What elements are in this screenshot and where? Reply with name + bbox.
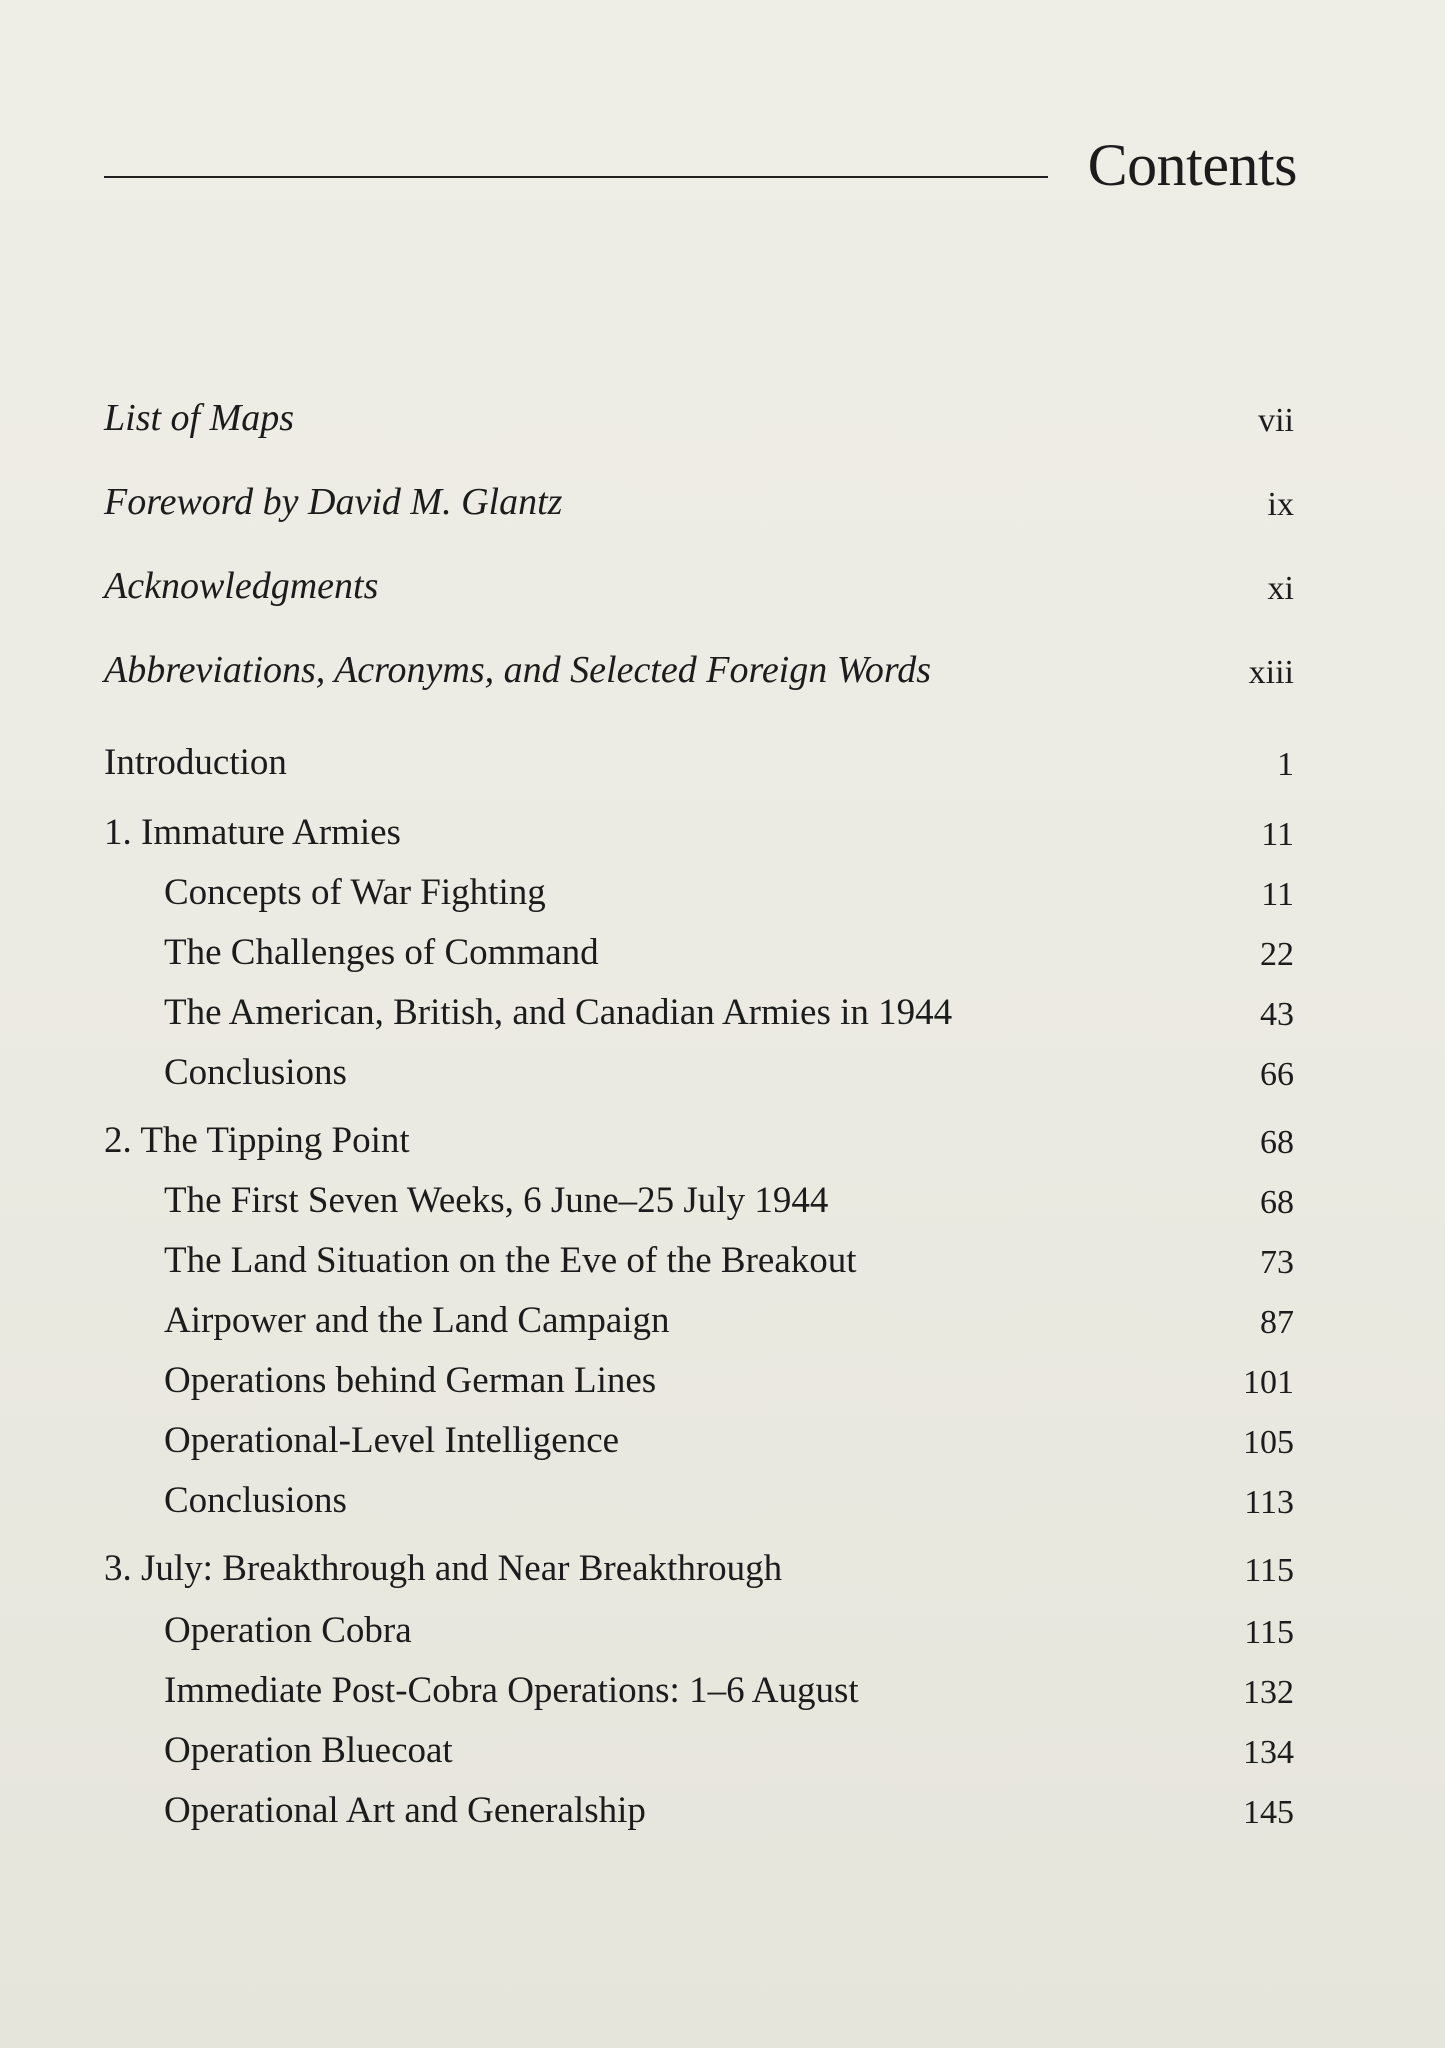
toc-chapter-1 [104, 806, 1294, 854]
toc-entry-page: xiii [1248, 654, 1294, 691]
toc-entry-list-of-maps [104, 392, 1294, 440]
toc-section [104, 1294, 1294, 1342]
toc-entry-page: 134 [1243, 1734, 1294, 1771]
toc-entry-label: Operations behind German Lines [164, 1360, 657, 1401]
toc-entry-label: The First Seven Weeks, 6 June–25 July 1944 [164, 1180, 829, 1221]
toc-entry-introduction [104, 736, 1294, 784]
toc-entry-page: 68 [1260, 1124, 1294, 1161]
toc-entry-label: Conclusions [164, 1480, 347, 1521]
toc-section [104, 1474, 1294, 1522]
toc-entry-page: 68 [1260, 1184, 1294, 1221]
toc-entry-label: The American, British, and Canadian Armies in 1944 [164, 992, 953, 1033]
toc-section [104, 1234, 1294, 1282]
toc-entry-page: 22 [1260, 936, 1294, 973]
toc-entry-label: Concepts of War Fighting [164, 872, 546, 913]
toc-section [104, 1046, 1294, 1094]
toc-section [104, 986, 1294, 1034]
toc-entry-label: Airpower and the Land Campaign [164, 1300, 670, 1341]
toc-section [104, 866, 1294, 914]
toc-entry-page: 115 [1244, 1552, 1294, 1589]
toc-section [104, 1414, 1294, 1462]
toc-section [104, 1724, 1294, 1772]
toc-section [104, 1784, 1294, 1832]
toc-entry-page: 101 [1243, 1364, 1294, 1401]
toc-entry-page: 132 [1243, 1674, 1294, 1711]
toc-entry-label: Abbreviations, Acronyms, and Selected Foreign Words [104, 649, 932, 691]
toc-entry-label: Operational-Level Intelligence [164, 1420, 620, 1461]
toc-entry-page: 11 [1261, 816, 1294, 853]
toc-entry-page: 73 [1260, 1244, 1294, 1281]
toc-entry-page: vii [1258, 402, 1294, 439]
toc-entry-page: 113 [1244, 1484, 1294, 1521]
toc-entry-label: 3. July: Breakthrough and Near Breakthrough [104, 1548, 783, 1589]
toc-section [104, 926, 1294, 974]
toc-entry-label: Conclusions [164, 1052, 347, 1093]
toc-entry-page: 105 [1243, 1424, 1294, 1461]
toc-entry-label: 2. The Tipping Point [104, 1120, 410, 1161]
toc-section [104, 1174, 1294, 1222]
toc-section [104, 1354, 1294, 1402]
page-title: Contents [1087, 132, 1297, 198]
toc-entry-foreword [104, 476, 1294, 524]
toc-entry-page: 66 [1260, 1056, 1294, 1093]
toc-chapter-2 [104, 1114, 1294, 1162]
toc-entry-abbreviations [104, 644, 1294, 692]
toc-entry-acknowledgments [104, 560, 1294, 608]
toc-entry-page: 115 [1244, 1614, 1294, 1651]
toc-section [104, 1604, 1294, 1652]
toc-entry-label: The Challenges of Command [164, 932, 599, 973]
toc-entry-label: Introduction [104, 742, 287, 783]
toc-section [104, 1664, 1294, 1712]
toc-entry-page: 87 [1260, 1304, 1294, 1341]
toc-entry-label: 1. Immature Armies [104, 812, 401, 853]
toc-entry-page: 11 [1261, 876, 1294, 913]
toc-entry-label: List of Maps [104, 397, 295, 439]
toc-entry-page: 43 [1260, 996, 1294, 1033]
toc-entry-page: 1 [1277, 746, 1294, 783]
toc-entry-page: ix [1267, 486, 1294, 523]
toc-entry-label: Operation Cobra [164, 1610, 412, 1651]
toc-entry-page: 145 [1243, 1794, 1294, 1831]
toc-entry-page: xi [1267, 570, 1294, 607]
toc-chapter-3 [104, 1542, 1294, 1590]
title-rule [104, 176, 1048, 178]
toc-entry-label: Immediate Post-Cobra Operations: 1–6 August [164, 1670, 859, 1711]
toc-entry-label: Foreword by David M. Glantz [104, 481, 563, 523]
toc-entry-label: Operation Bluecoat [164, 1730, 453, 1771]
toc-entry-label: Operational Art and Generalship [164, 1790, 646, 1831]
toc-entry-label: The Land Situation on the Eve of the Breakout [164, 1240, 857, 1281]
toc-entry-label: Acknowledgments [104, 565, 379, 607]
